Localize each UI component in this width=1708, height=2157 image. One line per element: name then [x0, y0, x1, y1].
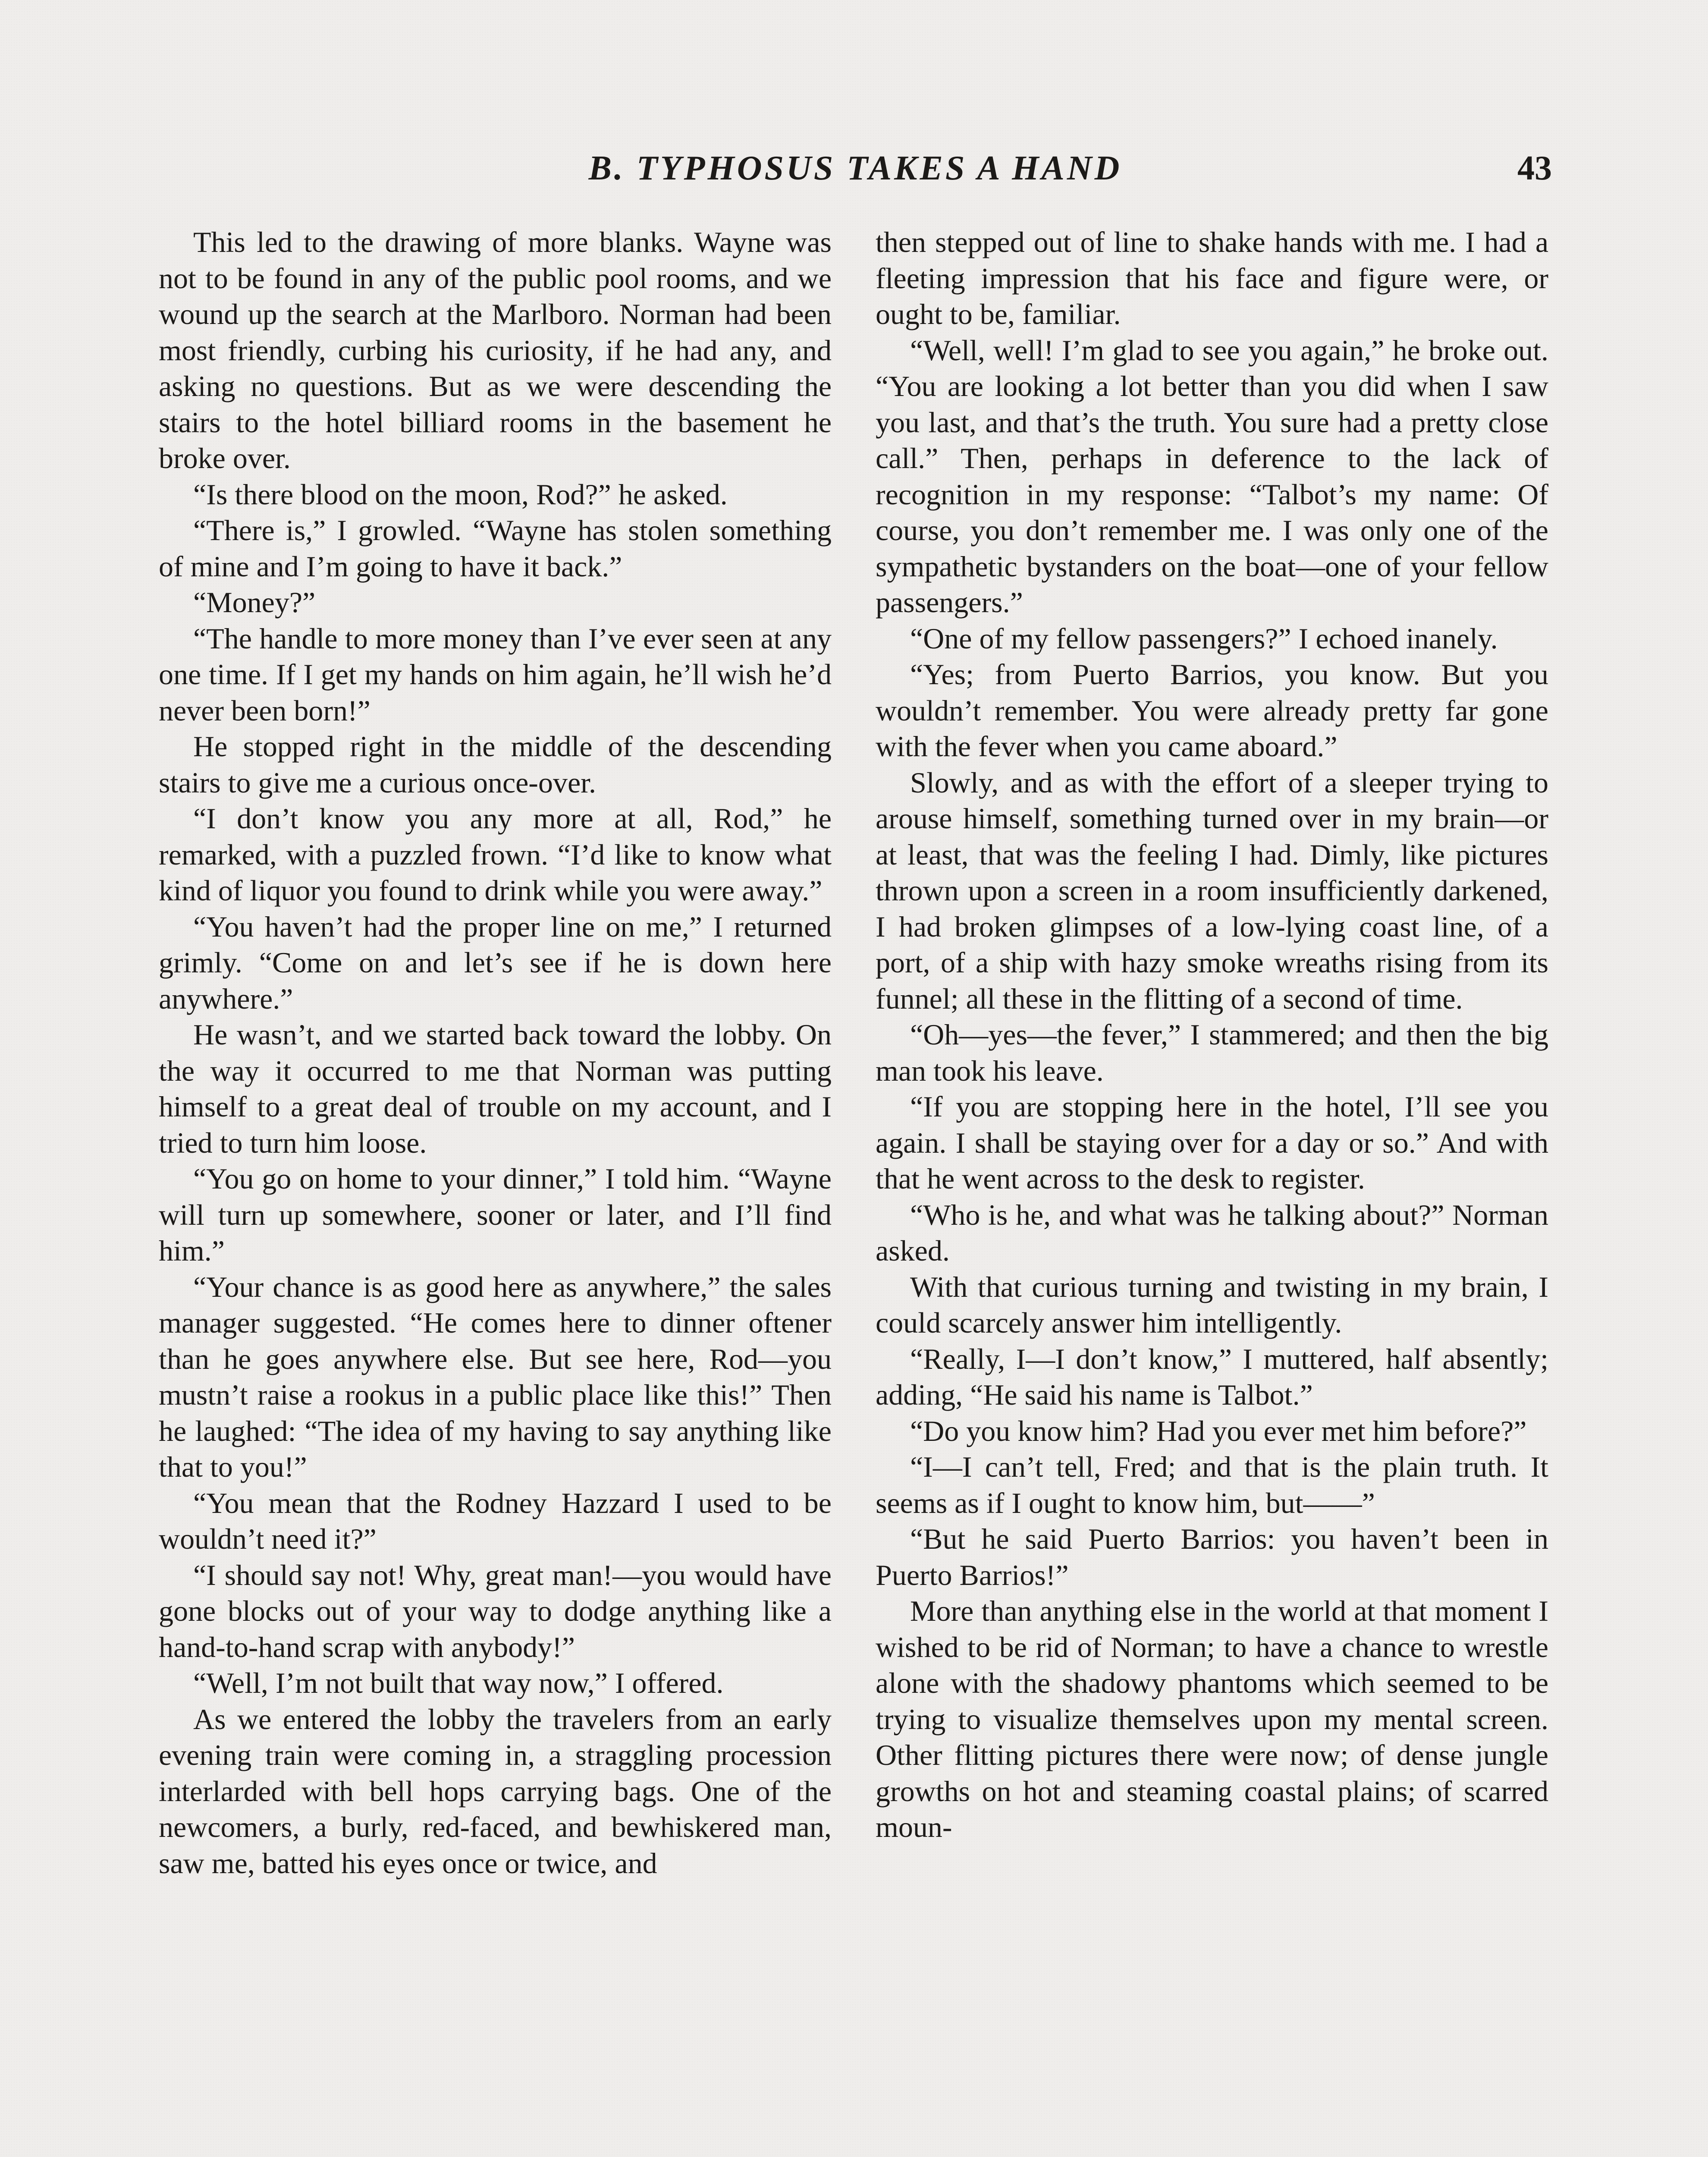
- paragraph: “Your chance is as good here as anywhere,” the sales manager suggested. “He comes here to dinner oftener than he goes anywhere else. But see here, Rod—you mustn’t raise a rookus in a public place like this!” Then he laughed: “The idea of my having to say anything like that to you!”: [159, 1270, 832, 1483]
- right-column: [876, 224, 1548, 1846]
- paragraph: “You go on home to your dinner,” I told him. “Wayne will turn up somewhere, sooner or later, and I’ll find him.”: [159, 1162, 832, 1267]
- left-column: [159, 224, 832, 1881]
- paragraph: “Really, I—I don’t know,” I muttered, half absently; adding, “He said his name is Talbot.”: [876, 1342, 1548, 1411]
- paragraph: “You mean that the Rodney Hazzard I used to be wouldn’t need it?”: [159, 1486, 832, 1555]
- paragraph: Slowly, and as with the effort of a sleeper trying to arouse himself, something turned over in my brain—or at least, that was the feeling I had. Dimly, like pictures thrown upon a screen in a room insufficiently darkened, I had broken glimpses of a low-lying coast line, of a port, of a ship with hazy smoke wreaths rising from its funnel; all these in the flitting of a second of time.: [876, 766, 1548, 1015]
- paragraph: This led to the drawing of more blanks. Wayne was not to be found in any of the public pool rooms, and we wound up the search at the Marlboro. Norman had been most friendly, curbing his curiosity, if he had any, and asking no questions. But as we were descending the stairs to the hotel billiard rooms in the basement he broke over.: [159, 226, 832, 475]
- paragraph: As we entered the lobby the travelers from an early evening train were coming in, a straggling procession interlarded with bell hops carrying bags. One of the newcomers, a burly, red-faced, and bewhiskered man, saw me, batted his eyes once or twice, and: [159, 1702, 832, 1880]
- paragraph: “Is there blood on the moon, Rod?” he asked.: [193, 478, 728, 511]
- page-number: 43: [1517, 149, 1552, 187]
- paragraph: “One of my fellow passengers?” I echoed inanely.: [910, 622, 1498, 655]
- paragraph-continuation: then stepped out of line to shake hands with me. I had a fleeting impression that his face and figure were, or ought to be, familiar.: [876, 226, 1548, 330]
- running-title: B. TYPHOSUS TAKES A HAND: [588, 149, 1122, 187]
- page-header: [159, 145, 1552, 192]
- paragraph: “Well, I’m not built that way now,” I offered.: [193, 1666, 724, 1699]
- paragraph: “Yes; from Puerto Barrios, you know. But you wouldn’t remember. You were already pretty far gone with the fever when you came aboard.”: [876, 658, 1548, 763]
- paragraph: “Well, well! I’m glad to see you again,” he broke out. “You are looking a lot better than you did when I saw you last, and that’s the truth. You sure had a pretty close call.” Then, perhaps in deference to the lack of recognition in my response: “Talbot’s my name: Of course, you don’t remember me. I was only one of the sympathetic bystanders on the boat—one of your fellow passengers.”: [876, 333, 1548, 619]
- paragraph: “Do you know him? Had you ever met him before?”: [910, 1414, 1527, 1447]
- paragraph: “Money?”: [193, 586, 316, 619]
- paragraph: “Oh—yes—the fever,” I stammered; and then the big man took his leave.: [876, 1018, 1548, 1087]
- paragraph: “Who is he, and what was he talking about?” Norman asked.: [876, 1198, 1548, 1267]
- paragraph: He wasn’t, and we started back toward the lobby. On the way it occurred to me that Norman was putting himself to a great deal of trouble on my account, and I tried to turn him loose.: [159, 1018, 832, 1159]
- paragraph: “There is,” I growled. “Wayne has stolen something of mine and I’m going to have it back.”: [159, 514, 832, 583]
- paragraph: “If you are stopping here in the hotel, I’ll see you again. I shall be staying over for a day or so.” And with that he went across to the desk to register.: [876, 1090, 1548, 1195]
- paragraph: More than anything else in the world at that moment I wished to be rid of Norman; to have a chance to wrestle alone with the shadowy phantoms which seemed to be trying to visualize themselves upon my mental screen. Other flitting pictures there were now; of dense jungle growths on hot and steaming coastal plains; of scarred moun-: [876, 1594, 1548, 1843]
- paragraph: “I should say not! Why, great man!—you would have gone blocks out of your way to dodge anything like a hand-to-hand scrap with anybody!”: [159, 1558, 832, 1663]
- paragraph: “But he said Puerto Barrios: you haven’t been in Puerto Barrios!”: [876, 1522, 1548, 1591]
- paragraph: “The handle to more money than I’ve ever seen at any one time. If I get my hands on him again, he’ll wish he’d never been born!”: [159, 622, 832, 727]
- paragraph: “You haven’t had the proper line on me,” I returned grimly. “Come on and let’s see if he is down here anywhere.”: [159, 910, 832, 1015]
- paragraph: “I—I can’t tell, Fred; and that is the plain truth. It seems as if I ought to know him, but——”: [876, 1450, 1548, 1519]
- paragraph: “I don’t know you any more at all, Rod,” he remarked, with a puzzled frown. “I’d like to know what kind of liquor you found to drink while you were away.”: [159, 802, 832, 907]
- paragraph: He stopped right in the middle of the descending stairs to give me a curious once-over.: [159, 730, 832, 799]
- paragraph: With that curious turning and twisting in my brain, I could scarcely answer him intelligently.: [876, 1270, 1548, 1339]
